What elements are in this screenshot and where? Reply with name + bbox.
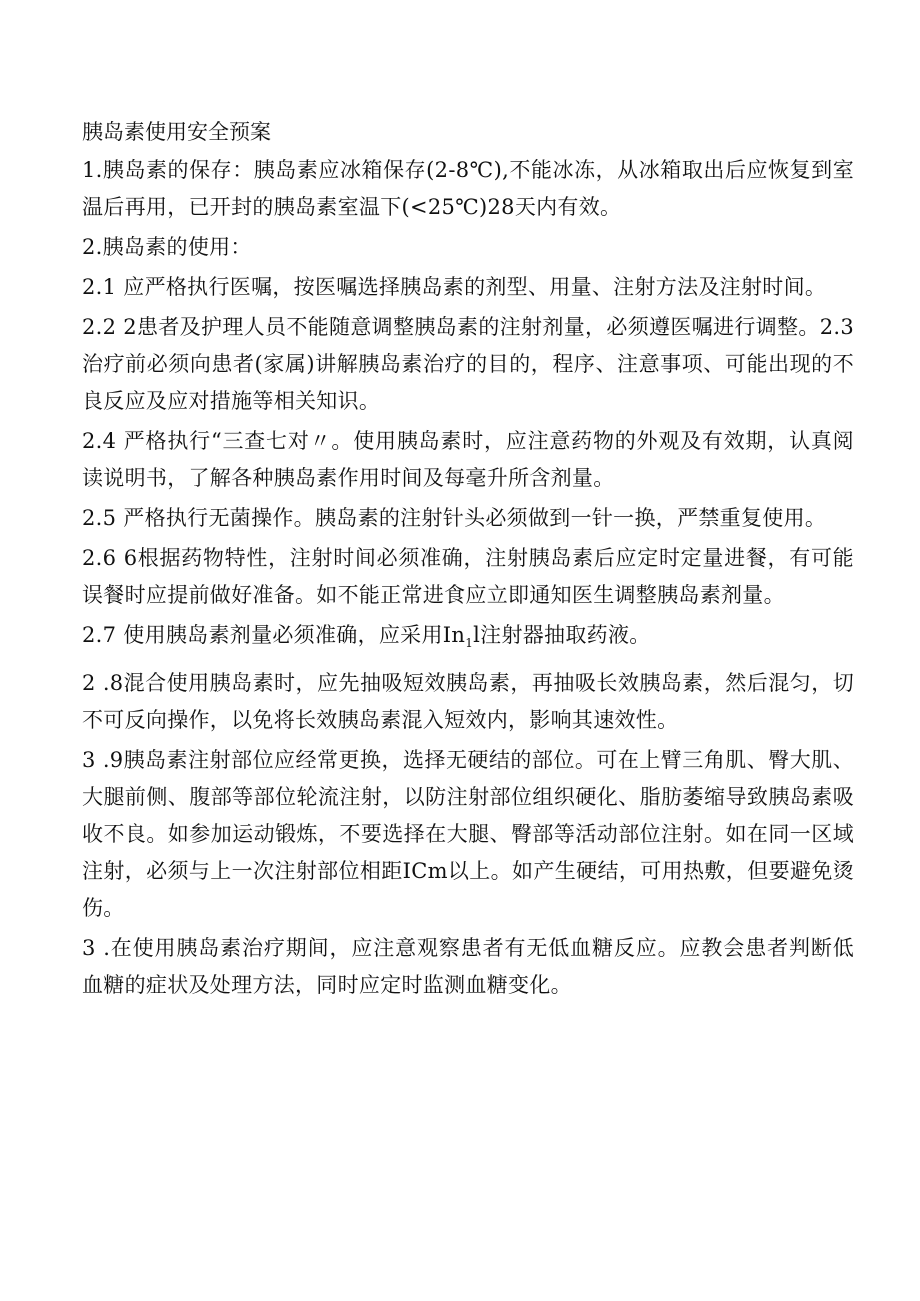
paragraph-2-8: 2 .8混合使用胰岛素时，应先抽吸短效胰岛素，再抽吸长效胰岛素，然后混匀，切不可反向操作，以免将长效胰岛素混入短效内，影响其速效性。 bbox=[82, 671, 854, 733]
paragraph-usage-heading: 2.胰岛素的使用： bbox=[82, 235, 252, 259]
paragraph-2-4: 2.4 严格执行“三查七对〃。使用胰岛素时，应注意药物的外观及有效期，认真阅读说明书，了解各种胰岛素作用时间及每毫升所含剂量。 bbox=[82, 429, 854, 490]
paragraph-3-9: 3 .9胰岛素注射部位应经常更换，选择无硬结的部位。可在上臂三角肌、臀大肌、大腿前侧、腹部等部位轮流注射，以防注射部位组织硬化、脂肪萎缩导致胰岛素吸收不良。如参加运动锻炼，不要选择在大腿、臀部等活动部位注射。如在同一区域注射，必须与上一次注射部位相距ICm以上。如产生硬结，可用热敷，但要避免烫伤。 bbox=[82, 748, 854, 921]
paragraph-2-1: 2.1 应严格执行医嘱，按医嘱选择胰岛素的剂型、用量、注射方法及注射时间。 bbox=[82, 275, 827, 299]
paragraph-2-6: 2.6 6根据药物特性，注射时间必须准确，注射胰岛素后应定时定量进餐，有可能误餐时应提前做好准备。如不能正常进食应立即通知医生调整胰岛素剂量。 bbox=[82, 546, 854, 607]
paragraph-2-7-lead: 2.7 使用胰岛素剂量必须准确，应采用In bbox=[82, 623, 466, 647]
paragraph-3-monitoring: 3 .在使用胰岛素治疗期间，应注意观察患者有无低血糖反应。应教会患者判断低血糖的症状及处理方法，同时应定时监测血糖变化。 bbox=[82, 936, 854, 998]
paragraph-storage: 1.胰岛素的保存：胰岛素应冰箱保存(2-8℃),不能冰冻，从冰箱取出后应恢复到室温后再用，已开封的胰岛素室温下(<25℃)28天内有效。 bbox=[82, 158, 854, 219]
paragraph-2-5: 2.5 严格执行无菌操作。胰岛素的注射针头必须做到一针一换，严禁重复使用。 bbox=[82, 506, 827, 530]
paragraph-2-7-tail: l注射器抽取药液。 bbox=[473, 623, 651, 647]
paragraph-2-2: 2.2 2患者及护理人员不能随意调整胰岛素的注射剂量，必须遵医嘱进行调整。2.3治疗前必须向患者(家属)讲解胰岛素治疗的目的，程序、注意事项、可能出现的不良反应及应对措施等相关知识。 bbox=[82, 315, 854, 413]
paragraph-2-7 bbox=[82, 617, 854, 662]
paragraph-2-7-subscript: 1 bbox=[465, 636, 474, 651]
document-title: 胰岛素使用安全预案 bbox=[82, 120, 271, 144]
document-page bbox=[82, 112, 854, 1004]
